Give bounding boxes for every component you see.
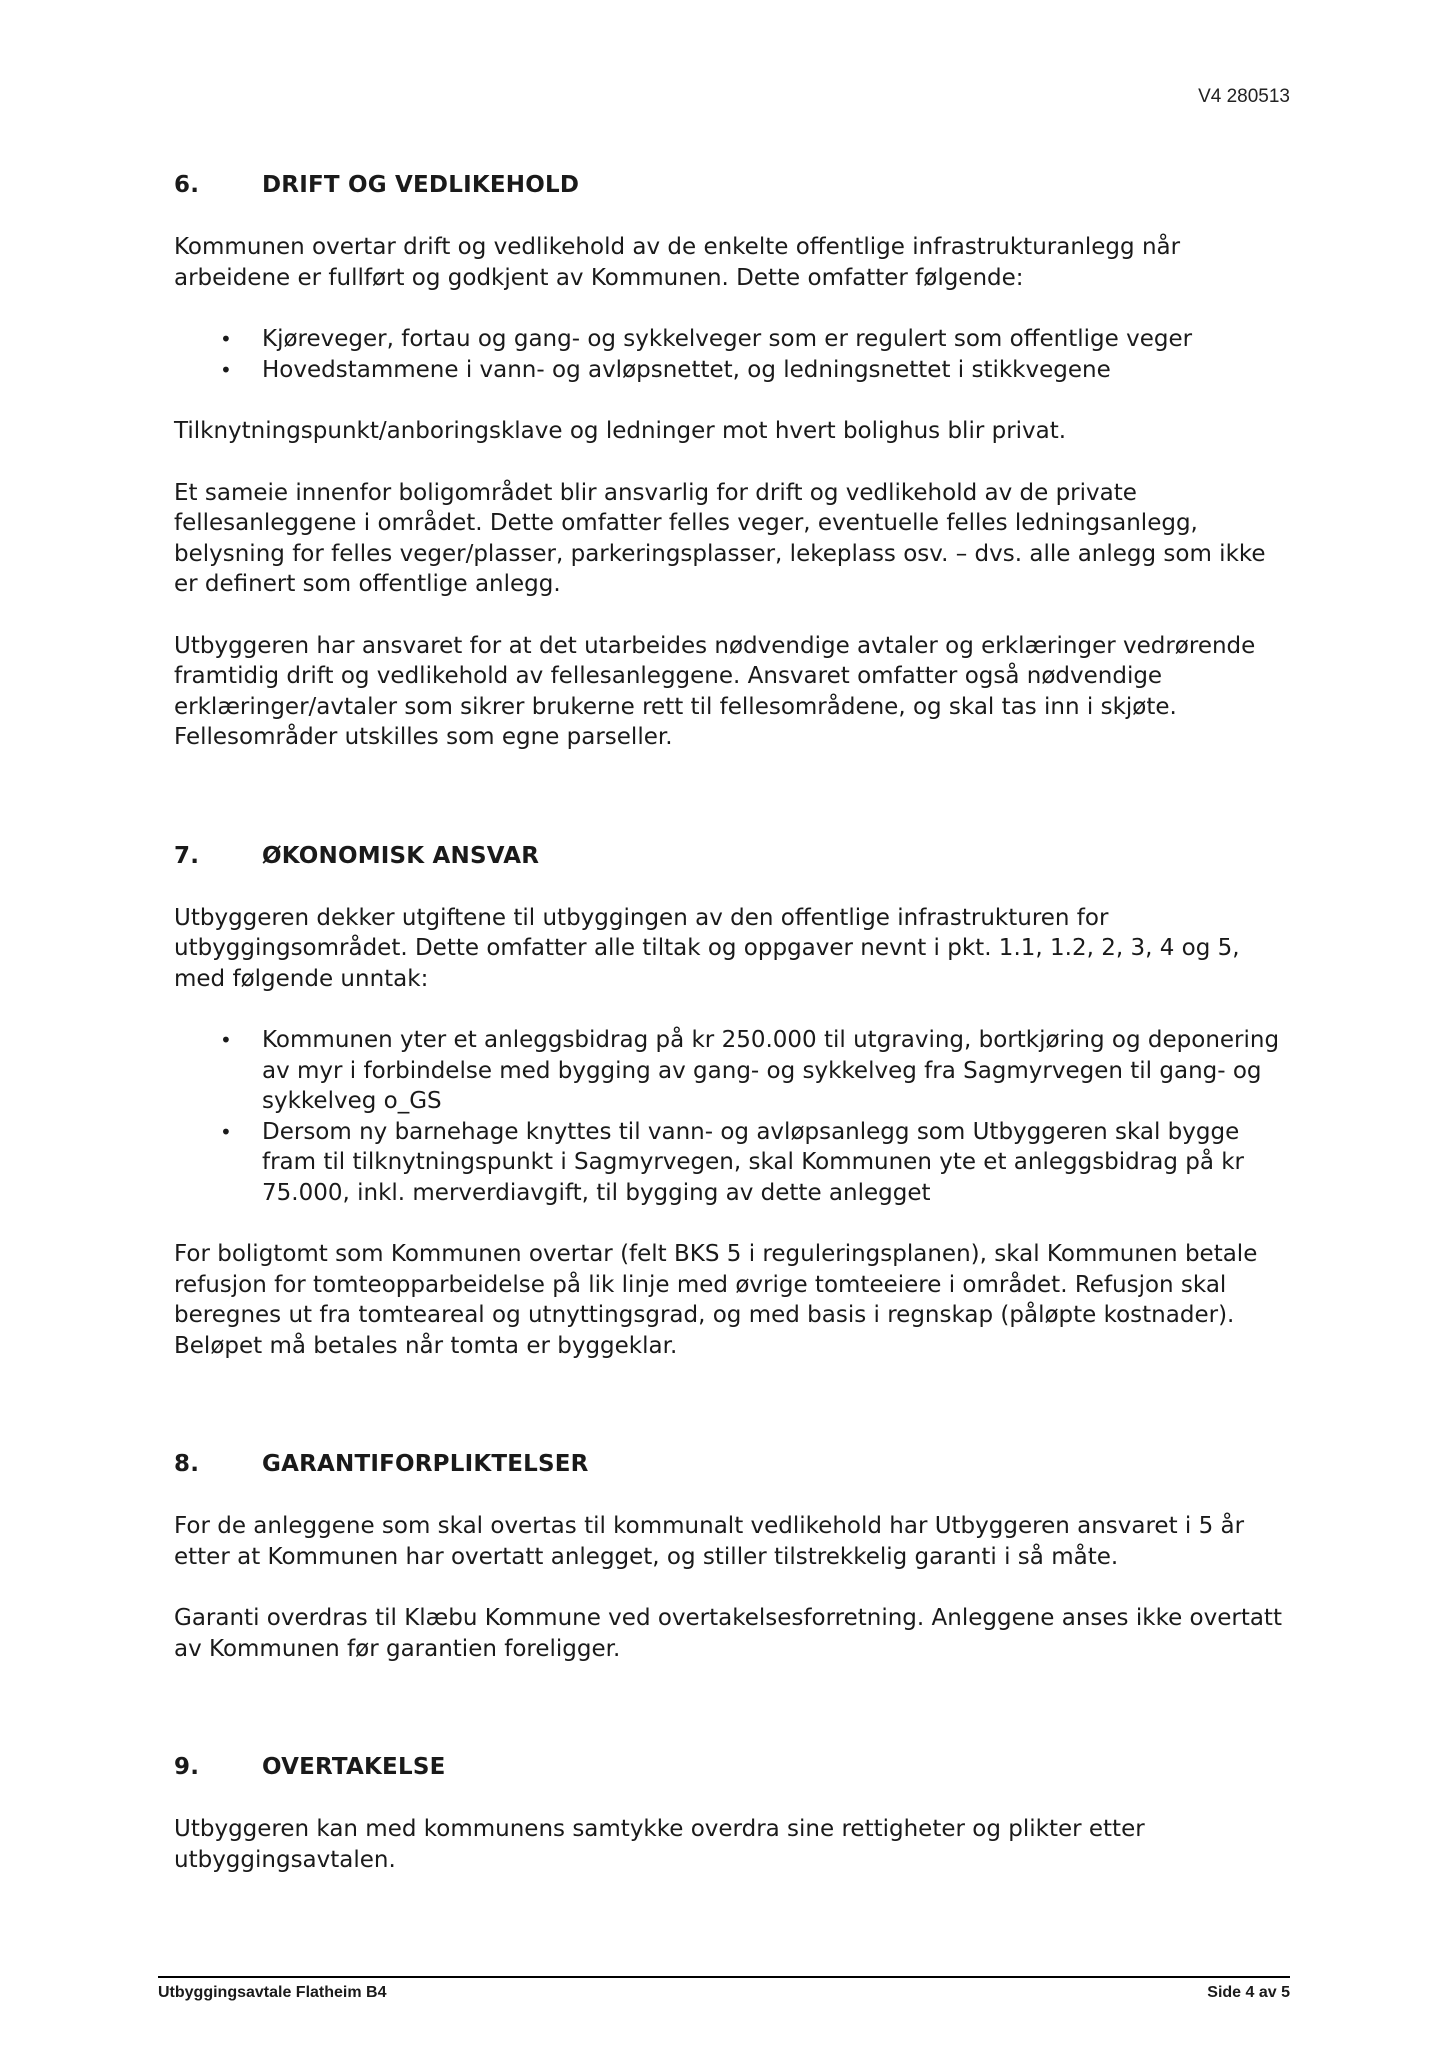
section-title: OVERTAKELSE — [262, 1754, 446, 1780]
paragraph: Utbyggeren dekker utgiftene til utbyggingen av den offentlige infrastrukturen for utbyggingsområdet. Dette omfatter alle tiltak og oppgaver nevnt i pkt. 1.1, 1.2, 2, 3, 4 og 5, med følgende unntak: — [174, 904, 1240, 992]
paragraph: Et sameie innenfor boligområdet blir ansvarlig for drift og vedlikehold av de private fellesanleggene i området. Dette omfatter felles veger, eventuelle felles ledningsanlegg, belysning for felles veger/plasser, parkeringsplasser, lekeplass osv. – dvs. alle anlegg som ikke er definert som offentlige anlegg. — [174, 479, 1266, 597]
section-title: GARANTIFORPLIKTELSER — [262, 1451, 589, 1477]
footer-page-number: Side 4 av 5 — [1207, 1984, 1290, 2001]
section-number: 6. — [174, 172, 200, 198]
section-heading — [174, 841, 1294, 871]
document-version: V4 280513 — [1198, 86, 1290, 107]
bullet-list — [174, 324, 1294, 385]
paragraph: Utbyggeren kan med kommunens samtykke overdra sine rettigheter og plikter etter utbyggingsavtalen. — [174, 1816, 1145, 1873]
section-overtakelse — [174, 1752, 1294, 1875]
section-heading — [174, 1449, 1294, 1479]
section-heading — [174, 170, 1294, 200]
list-item: • Dersom ny barnehage knyttes til vann- og avløpsanlegg som Utbyggeren skal bygge fram til tilknytningspunkt i Sagmyrvegen, skal Kommunen yte et anleggsbidrag på kr 75.000, inkl. merverdiavgift, til bygging av dette anlegget — [174, 1117, 1294, 1209]
bullet-list — [174, 1025, 1294, 1208]
list-item: • Kjøreveger, fortau og gang- og sykkelveger som er regulert som offentlige veger — [174, 324, 1294, 355]
section-number: 8. — [174, 1451, 200, 1477]
footer-document-title: Utbyggingsavtale Flatheim B4 — [158, 1984, 387, 2001]
section-drift-og-vedlikehold — [174, 170, 1294, 753]
section-title: DRIFT OG VEDLIKEHOLD — [262, 172, 580, 198]
paragraph: For de anleggene som skal overtas til kommunalt vedlikehold har Utbyggeren ansvaret i 5 år etter at Kommunen har overtatt anlegget, og stiller tilstrekkelig garanti i så måte. — [174, 1513, 1245, 1570]
paragraph: For boligtomt som Kommunen overtar (felt BKS 5 i reguleringsplanen), skal Kommunen betale refusjon for tomteopparbeidelse på lik linje med øvrige tomteeiere i området. Refusjon skal beregnes ut fra tomteareal og utnyttingsgrad, og med basis i regnskap (påløpte kostnader). Beløpet må betales når tomta er byggeklar. — [174, 1241, 1258, 1359]
page-footer — [158, 1976, 1290, 2002]
list-item: • Kommunen yter et anleggsbidrag på kr 250.000 til utgraving, bortkjøring og deponering av myr i forbindelse med bygging av gang- og sykkelveg fra Sagmyrvegen til gang- og sykkelveg o_GS — [174, 1025, 1294, 1117]
paragraph: Tilknytningspunkt/anboringsklave og ledninger mot hvert bolighus blir privat. — [174, 418, 1067, 444]
section-title: ØKONOMISK ANSVAR — [262, 842, 540, 869]
section-number: 9. — [174, 1754, 200, 1780]
paragraph: Garanti overdras til Klæbu Kommune ved overtakelsesforretning. Anleggene anses ikke overtatt av Kommunen før garantien foreligger. — [174, 1605, 1282, 1662]
section-number: 7. — [174, 842, 200, 869]
document-body — [174, 170, 1294, 1875]
list-item: • Hovedstammene i vann- og avløpsnettet, og ledningsnettet i stikkvegene — [174, 355, 1294, 386]
section-garantiforpliktelser — [174, 1449, 1294, 1664]
paragraph: Kommunen overtar drift og vedlikehold av de enkelte offentlige infrastrukturanlegg når arbeidene er fullført og godkjent av Kommunen. Dette omfatter følgende: — [174, 234, 1181, 291]
section-okonomisk-ansvar — [174, 841, 1294, 1362]
paragraph: Utbyggeren har ansvaret for at det utarbeides nødvendige avtaler og erklæringer vedrørende framtidig drift og vedlikehold av fellesanleggene. Ansvaret omfatter også nødvendige erklæringer/avtaler som sikrer brukerne rett til fellesområdene, og skal tas inn i skjøte. Fellesområder utskilles som egne parseller. — [174, 632, 1256, 750]
section-heading — [174, 1752, 1294, 1782]
